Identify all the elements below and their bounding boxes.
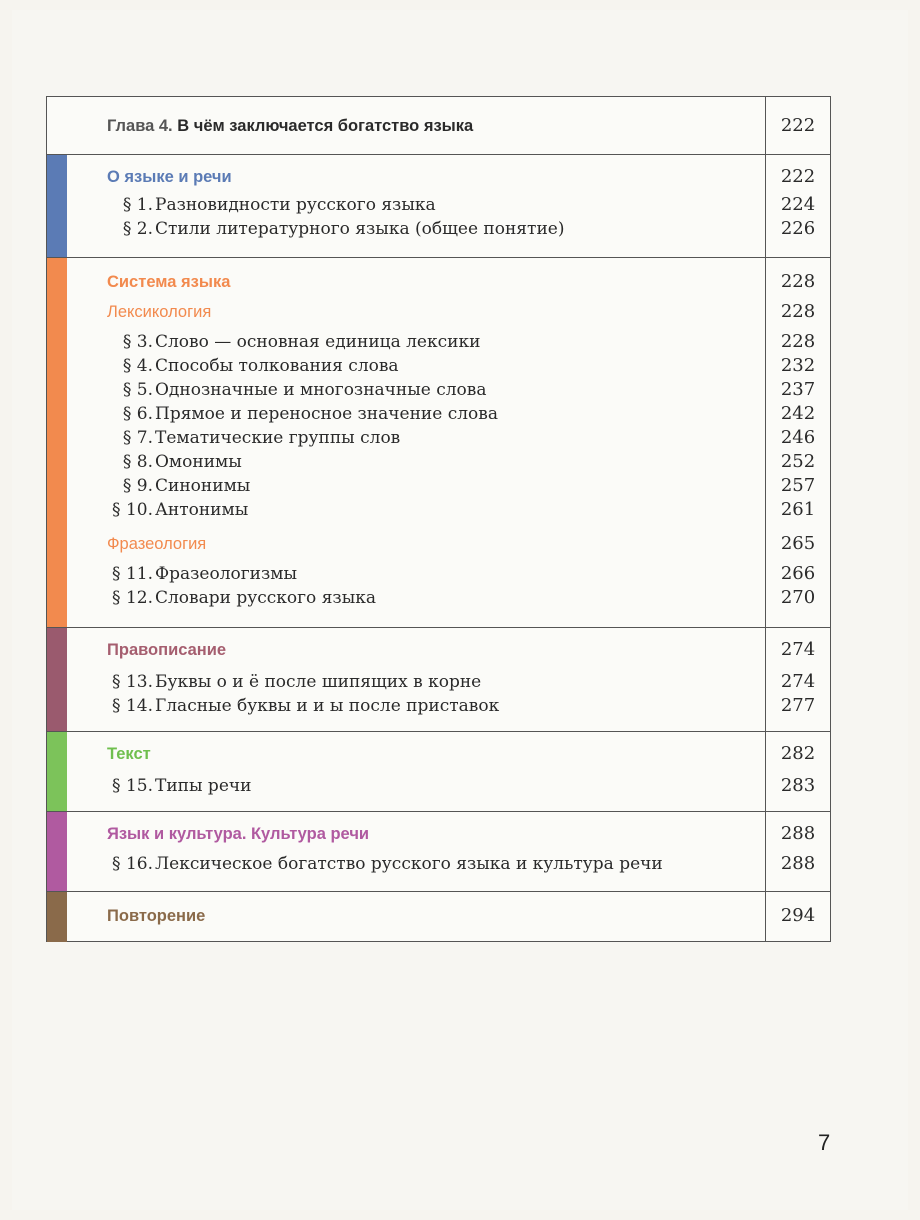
item-number: § 6. (122, 404, 153, 424)
item-title: Тематические группы слов (155, 428, 401, 448)
item-number: § 5. (122, 380, 153, 400)
block-heading: Система языка (107, 273, 231, 291)
item-page: 288 (780, 853, 816, 874)
item-number: § 2. (122, 219, 153, 239)
item-title: Омонимы (155, 452, 242, 472)
item-page: 237 (780, 379, 816, 400)
block-heading: Правописание (107, 641, 227, 659)
block-heading-page: 282 (780, 743, 816, 764)
chapter-label: Глава 4. (107, 117, 173, 135)
item-title: Разновидности русского языка (155, 195, 436, 215)
item-number: § 7. (122, 428, 153, 448)
item-number: § 4. (122, 356, 153, 376)
item-page: 232 (780, 355, 816, 376)
item-page: 261 (780, 499, 816, 520)
section-block-review (47, 892, 830, 942)
item-title: Слово — основная единица лексики (155, 332, 481, 352)
item-title: Прямое и переносное значение слова (155, 404, 498, 424)
block-heading: Текст (107, 745, 151, 763)
item-number: § 11. (112, 564, 153, 584)
item-number: § 1. (122, 195, 153, 215)
item-page: 252 (780, 451, 816, 472)
item-page: 277 (780, 695, 816, 716)
item-title: Однозначные и многозначные слова (155, 380, 487, 400)
item-page: 246 (780, 427, 816, 448)
section-block-system (47, 258, 830, 628)
item-page: 242 (780, 403, 816, 424)
item-title: Буквы о и ё после шипящих в корне (155, 672, 482, 692)
item-number: § 8. (122, 452, 153, 472)
block-heading-page: 288 (780, 823, 816, 844)
item-title: Лексическое богатство русского языка и культура речи (155, 854, 663, 874)
item-number: § 9. (122, 476, 153, 496)
chapter-page: 222 (780, 115, 816, 136)
item-number: § 16. (112, 854, 153, 874)
table-of-contents (46, 96, 831, 942)
subheading-page: 265 (780, 533, 816, 554)
item-number: § 3. (122, 332, 153, 352)
item-title: Способы толкования слова (155, 356, 399, 376)
item-number: § 14. (112, 696, 153, 716)
page-number: 7 (818, 1130, 831, 1155)
item-title: Антонимы (155, 500, 249, 520)
chapter-row (47, 97, 830, 155)
item-page: 224 (780, 194, 816, 215)
block-heading: О языке и речи (107, 168, 232, 186)
item-page: 257 (780, 475, 816, 496)
item-title: Типы речи (155, 776, 252, 796)
section-block-orthography (47, 628, 830, 732)
subheading-page: 228 (780, 301, 816, 322)
item-title: Гласные буквы и и ы после приставок (155, 696, 500, 716)
item-number: § 15. (112, 776, 153, 796)
item-page: 228 (780, 331, 816, 352)
block-heading: Повторение (107, 907, 206, 925)
item-title: Фразеологизмы (155, 564, 297, 584)
item-page: 283 (780, 775, 816, 796)
block-heading: Язык и культура. Культура речи (107, 825, 370, 843)
block-heading-page: 222 (780, 166, 816, 187)
item-number: § 10. (112, 500, 153, 520)
item-number: § 13. (112, 672, 153, 692)
item-page: 274 (780, 671, 816, 692)
chapter-title: В чём заключается богатство языка (177, 117, 474, 135)
block-heading-page: 274 (780, 639, 816, 660)
block-heading-page: 228 (780, 271, 816, 292)
item-title: Синонимы (155, 476, 251, 496)
item-page: 266 (780, 563, 816, 584)
item-title: Стили литературного языка (общее понятие) (155, 219, 565, 239)
chapter-heading (107, 114, 473, 138)
section-block-lang (47, 155, 830, 258)
item-page: 270 (780, 587, 816, 608)
subheading: Фразеология (107, 535, 207, 553)
item-page: 226 (780, 218, 816, 239)
section-block-text (47, 732, 830, 812)
item-title: Словари русского языка (155, 588, 376, 608)
item-number: § 12. (112, 588, 153, 608)
subheading: Лексикология (107, 303, 212, 321)
block-heading-page: 294 (780, 905, 816, 926)
section-block-culture (47, 812, 830, 892)
